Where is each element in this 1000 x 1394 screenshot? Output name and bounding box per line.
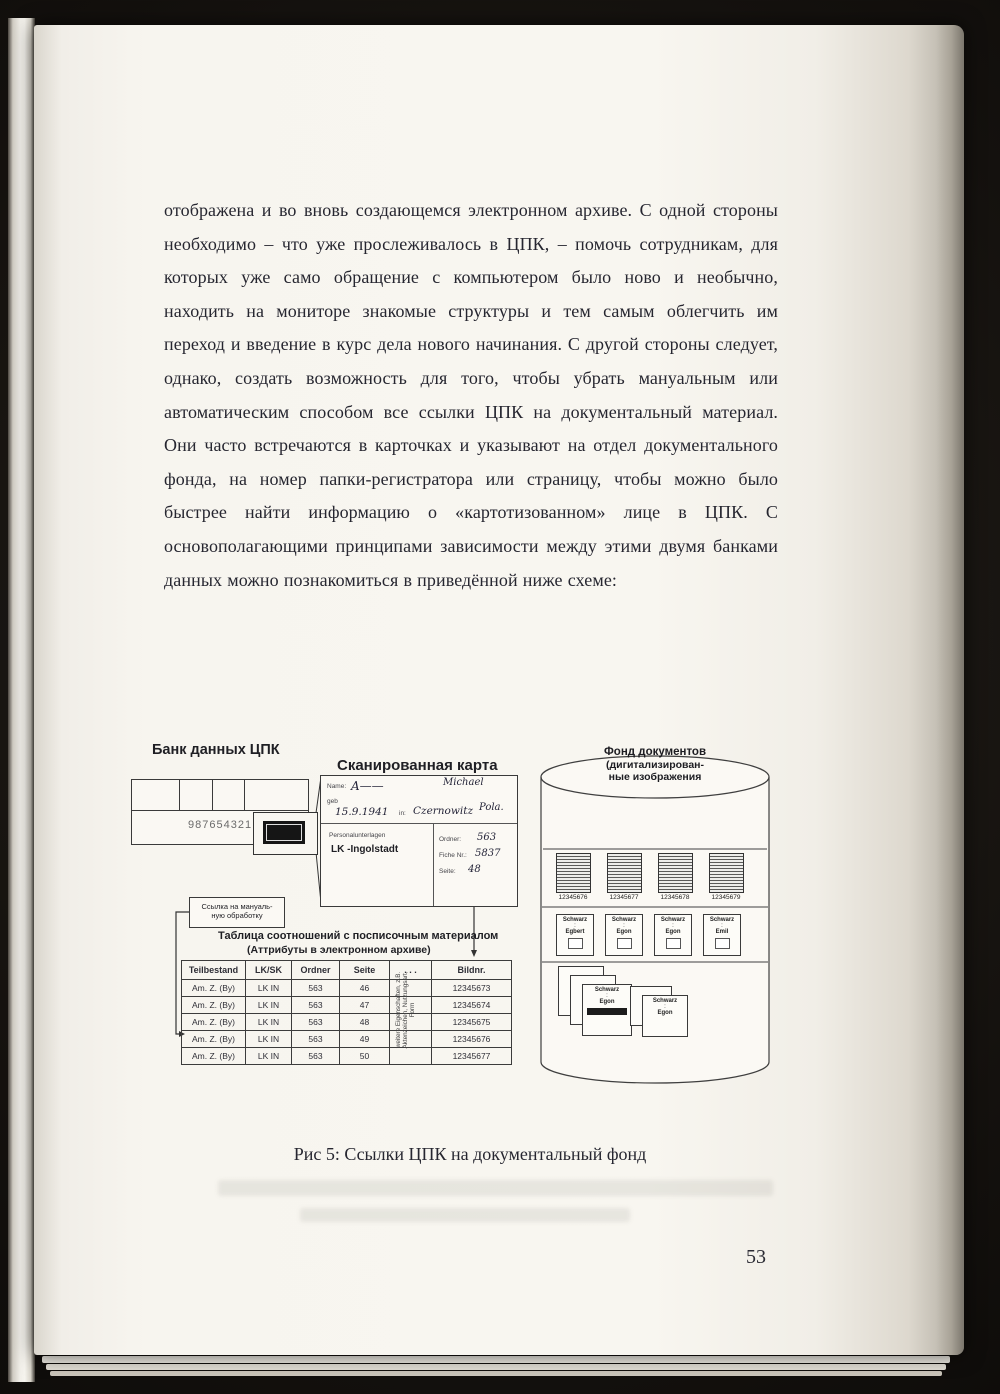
card-thumbnail-box: [253, 812, 318, 855]
table-header-row: [182, 961, 512, 980]
folder-label-bar: [587, 1008, 627, 1015]
person-card: Schwarz : Egon: [654, 914, 692, 956]
image-stack-icon: [556, 853, 591, 893]
col-seite: Seite: [340, 961, 390, 980]
card-archive-ref: LK -Ingolstadt: [331, 844, 399, 855]
manual-ref-box: [189, 897, 285, 928]
person-card: Schwarz : Egon: [605, 914, 643, 956]
card-thumbnail-image: [263, 821, 305, 844]
image-stack-number: 12345677: [609, 894, 639, 901]
manual-ref-line1: Ссылка на мануаль-: [201, 902, 273, 911]
card-attachment-box: [568, 938, 583, 949]
relation-table: [181, 960, 512, 1065]
folder-front: Schwarz : Egon: [582, 984, 632, 1036]
card-birth-date: 15.9.1941: [335, 806, 389, 818]
fond-subtitle-1: (дигитализирован-: [605, 759, 705, 771]
card-birth-place: Czernowitz: [413, 805, 473, 817]
card-name-label: Name:: [327, 783, 347, 790]
card-attachment-box: [617, 938, 632, 949]
figure-caption: Рис 5: Ссылки ЦПК на документальный фонд: [293, 1144, 647, 1164]
body-paragraph: отображена и во вновь создающемся электронном архиве. С одной стороны необходимо – что уже прослеживалось в ЦПК, – помочь сотрудникам, для которых уже само обращение с компьютером было ново и необычно, находить на мониторе знакомые структуры и тем самым облегчить им переход и введение в курс дела нового начинания. С другой стороны следует, однако, создать возможность для того, чтобы убрать мануальным или автоматическим способом все ссылки ЦПК на документальный материал. Они часто встречаются в карточках и указывают на отдел документального фонда, на номер папки-регистратора или страницу, чтобы можно было быстрее найти информацию о «картотизованном» лице в ЦПК. С основополагающими принципами зависимости между этими двумя банками данных можно познакомиться в приведённой ниже схеме:: [164, 200, 778, 590]
print-bleed-through: [300, 1208, 630, 1222]
image-stack-icon: [607, 853, 642, 893]
grid-col-divider-2: [212, 780, 213, 810]
fond-subtitle-2: ные изображения: [608, 771, 702, 783]
col-lksk: LK/SK: [246, 961, 292, 980]
manual-ref-line2: ную обработку: [211, 911, 263, 920]
bank-record-number: 987654321: [188, 819, 253, 831]
table-side-note: weitere Eigenschaften, z.B. Aktenzeichen, Nutzungsart, Form: [395, 971, 416, 1049]
person-card: Schwarz : Emil: [703, 914, 741, 956]
card-seite-label: Seite:: [439, 868, 456, 875]
card-personal-label: Personalunterlagen: [329, 832, 386, 839]
table-row: Am. Z. (By) LK IN 563 47 12345674: [182, 997, 512, 1014]
image-stack-icon: [658, 853, 693, 893]
table-row: Am. Z. (By) LK IN 563 48 12345675: [182, 1014, 512, 1031]
card-attachment-box: [666, 938, 681, 949]
image-stack-number: 12345676: [558, 894, 588, 901]
card-birth-country: Pola.: [479, 802, 504, 813]
card-name-value: A——: [351, 779, 384, 793]
table-row: Am. Z. (By) LK IN 563 46 12345673: [182, 980, 512, 997]
card-name-extra: Michael: [443, 777, 484, 788]
table-row: Am. Z. (By) LK IN 563 49 12345676: [182, 1031, 512, 1048]
image-stack-icon: [709, 853, 744, 893]
relation-table-subtitle: (Аттрибуты в электронном архиве): [247, 944, 431, 956]
card-in-label: in:: [399, 810, 406, 817]
card-geb-label: geb: [327, 798, 338, 805]
card-attachment-box: [715, 938, 730, 949]
grid-col-divider-3: [244, 780, 245, 810]
col-ordner: Ordner: [292, 961, 340, 980]
table-row: Am. Z. (By) LK IN 563 50 12345677: [182, 1048, 512, 1065]
grid-row-divider: [132, 810, 308, 811]
image-stack-number: 12345678: [660, 894, 690, 901]
scanned-card-title: Сканированная карта: [337, 757, 498, 774]
print-bleed-through: [218, 1180, 773, 1196]
bank-title: Банк данных ЦПК: [152, 742, 280, 758]
card-hrule: [321, 823, 517, 824]
card-ordner-value: 563: [477, 832, 497, 843]
fond-heading: [562, 746, 748, 783]
person-card: Schwarz : Egbert: [556, 914, 594, 956]
card-seite-value: 48: [468, 864, 481, 875]
col-teilbestand: Teilbestand: [182, 961, 246, 980]
col-more: . . .: [390, 961, 432, 980]
scanned-card: [320, 775, 518, 907]
folder-front: Schwarz : Egon: [642, 995, 688, 1037]
card-ordner-label: Ordner:: [439, 836, 462, 843]
fond-title: Фонд документов: [603, 746, 707, 758]
image-stack-number: 12345679: [711, 894, 741, 901]
card-fiche-label: Fiche Nr.:: [439, 852, 467, 859]
relation-table-title: Таблица соотношений с посписочным материалом: [218, 930, 499, 942]
card-vrule: [433, 823, 434, 906]
col-bildnr: Bildnr.: [432, 961, 512, 980]
page-number: 53: [746, 1246, 766, 1268]
grid-col-divider-1: [179, 780, 180, 810]
card-fiche-value: 5837: [475, 848, 501, 859]
